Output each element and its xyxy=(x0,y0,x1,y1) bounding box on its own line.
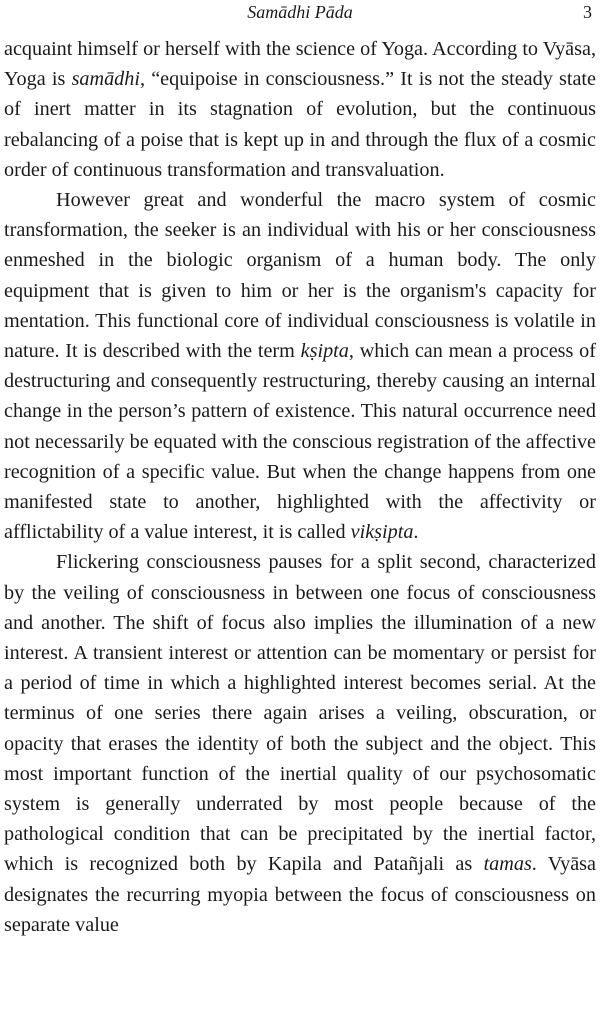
running-title: Samādhi Pāda xyxy=(247,2,353,22)
text-segment: , “equipoise in consciousness.” It is not the steady state of inert matter in its stagnation of evolution, but the continuous rebalancing of a poise that is kept up in and through the flux of a cosmic order of continuous transformation and transvaluation. xyxy=(4,68,597,181)
text-segment: . Vyāsa designates the recurring myopia between the focus of consciousness on separate value xyxy=(4,853,596,936)
text-segment: Flickering consciousness pauses for a split second, characterized by the veiling of consciousness in between one focus of consciousness and another. The shift of focus also implies the illumination of a new interest. A transient interest or attention can be momentary or persist for a period of time in which a highlighted interest becomes serial. At the terminus of one series there again arises a veiling, obscuration, or opacity that erases the identity of both the subject and the object. This most important function of the inertial quality of our psychosomatic system is generally underrated by most people because of the pathological condition that can be precipitated by the inertial factor, which is recognized both by Kapila and Patañjali as xyxy=(4,551,596,876)
text-segment: acquaint himself or herself with the science of Yoga. According to Vyāsa, Yoga is xyxy=(4,38,596,91)
body-text xyxy=(4,34,596,940)
paragraph-3 xyxy=(4,547,596,940)
text-segment: . xyxy=(413,521,419,544)
running-header xyxy=(4,0,596,34)
italic-term-samadhi: samādhi xyxy=(71,68,140,91)
text-segment: However great and wonderful the macro system of cosmic transformation, the seeker is an individual with his or her consciousness enmeshed in the biologic organism of a human body. The only equipment that is given to him or her is the organism's capacity for mentation. This functional core of individual consciousness is volatile in nature. It is described with the term xyxy=(4,189,596,363)
italic-term-tamas: tamas xyxy=(483,853,532,876)
page-number: 3 xyxy=(583,2,592,22)
italic-term-viksipta: vikṣipta xyxy=(350,521,414,544)
italic-term-ksipta: kṣipta xyxy=(300,340,349,363)
paragraph-1 xyxy=(4,34,596,185)
text-segment: , which can mean a process of destructuring and consequently restructuring, thereby causing an internal change in the person’s pattern of existence. This natural occurrence need not necessarily be equated with the conscious registration of the affective recognition of a specific value. But when the change happens from one manifested state to another, highlighted with the affectivity or afflictability of a value interest, it is called xyxy=(4,340,596,544)
paragraph-2 xyxy=(4,185,596,547)
